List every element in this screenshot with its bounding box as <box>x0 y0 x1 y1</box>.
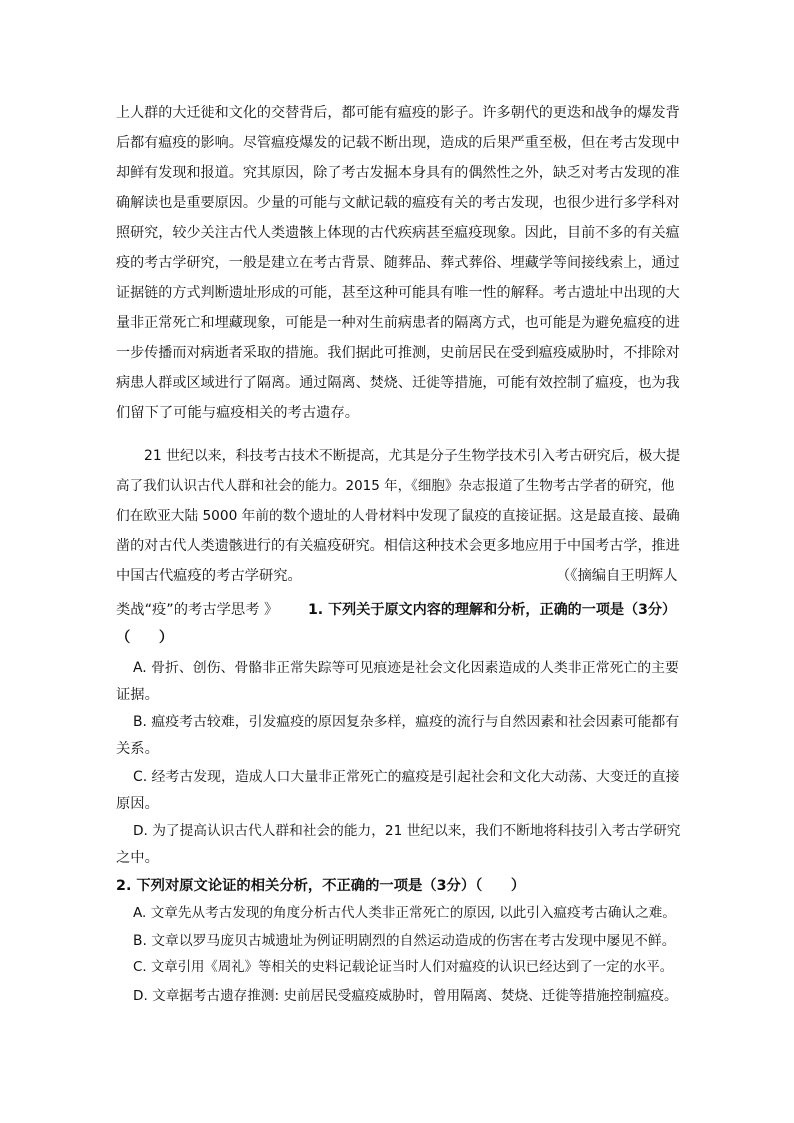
paragraph-1-line: 一步传播而对病逝者采取的措施。我们据此可推测，史前居民在受到瘟疫威胁时，不排除对 <box>116 345 680 361</box>
paragraph-1-line: 量非正常死亡和埋藏现象，可能是一种对生前病患者的隔离方式，也可能是为避免瘟疫的进 <box>116 315 680 331</box>
paragraph-2-line: 21 世纪以来，科技考古技术不断提高，尤其是分子生物学技术引入考古研究后，极大提 <box>144 448 681 464</box>
question-1-option-d: D. 为了提高认识古代人群和社会的能力，21 世纪以来，我们不断地将科技引入考古学研究 <box>133 823 681 839</box>
question-1-option-c: C. 经考古发现，造成人口大量非正常死亡的瘟疫是引起社会和文化大动荡、大变迁的直接 <box>133 769 680 785</box>
paragraph-2-line: 高了我们认识古代人群和社会的能力。2015 年，《细胞》杂志报道了生物考古学者的研究，他 <box>116 478 675 494</box>
paragraph-1-line: 们留下了可能与瘟疫相关的考古遗存。 <box>116 405 360 421</box>
paragraph-2-line: 中国古代瘟疫的考古学研究。 <box>116 568 302 584</box>
question-1-option-b-continued: 关系。 <box>116 741 159 757</box>
question-2-option-b: B. 文章以罗马庞贝古城遗址为例证明剧烈的自然运动造成的伤害在考古发现中屡见不鲜。 <box>133 933 676 949</box>
question-1-stem: 1. 下列关于原文内容的理解和分析，正确的一项是（3分） <box>308 602 677 618</box>
question-1-option-c-continued: 原因。 <box>116 796 159 812</box>
paragraph-1-line: 照研究，较少关注古代人类遗骸上体现的古代疾病甚至瘟疫现象。因此，目前不多的有关瘟 <box>116 225 680 241</box>
question-1-option-a-continued: 证据。 <box>116 687 159 703</box>
citation-source: （《摘编自王明辉人 <box>556 568 678 584</box>
paragraph-2-line: 们在欧亚大陆 5000 年前的数个遗址的人骨材料中发现了鼠疫的直接证据。这是最直接、最确 <box>116 508 680 524</box>
paragraph-1-line: 疫的考古学研究，一般是建立在考古背景、随葬品、葬式葬俗、埋藏学等间接线索上，通过 <box>116 255 680 271</box>
paragraph-1-line: 病患人群或区域进行了隔离。通过隔离、焚烧、迁徙等措施，可能有效控制了瘟疫，也为我 <box>116 375 680 391</box>
paragraph-2-line: 凿的对古代人类遗骸进行的有关瘟疫研究。相信这种技术会更多地应用于中国考古学，推进 <box>116 538 680 554</box>
paragraph-1-line: 确解读也是重要原因。少量的可能与文献记载的瘟疫有关的考古发现，也很少进行多学科对 <box>116 195 680 211</box>
paragraph-1-line: 证据链的方式判断遗址形成的可能，甚至这种可能具有唯一性的解释。考古遗址中出现的大 <box>116 285 680 301</box>
question-1-option-d-continued: 之中。 <box>116 850 159 866</box>
paragraph-1-line: 后都有瘟疫的影响。尽管瘟疫爆发的记载不断出现，造成的后果严重至极，但在考古发现中 <box>116 135 680 151</box>
question-1-answer-blank: （ ） <box>116 630 174 646</box>
question-1-option-a: A. 骨折、创伤、骨骼非正常失踪等可见痕迹是社会文化因素造成的人类非正常死亡的主要 <box>133 660 679 676</box>
paragraph-1-line: 却鲜有发现和报道。究其原因，除了考古发掘本身具有的偶然性之外，缺乏对考古发现的准 <box>116 165 680 181</box>
question-2-stem: 2. 下列对原文论证的相关分析，不正确的一项是（3分）（ ） <box>116 878 526 894</box>
citation-source-continued: 类战“疫”的考古学思考 》 <box>116 602 279 618</box>
paragraph-1-line: 上人群的大迁徙和文化的交替背后，都可能有瘟疫的影子。许多朝代的更迭和战争的爆发背 <box>116 105 680 121</box>
question-2-option-a: A. 文章先从考古发现的角度分析古代人类非正常死亡的原因, 以此引入瘟疫考古确认之难。 <box>133 905 676 921</box>
question-2-option-c: C. 文章引用《周礼》等相关的史料记载论证当时人们对瘟疫的认识已经达到了一定的水平。 <box>133 960 674 975</box>
question-2-option-d: D. 文章据考古遗存推测: 史前居民受瘟疫威胁时，曾用隔离、焚烧、迁徙等措施控制瘟疫。 <box>133 988 678 1004</box>
question-1-option-b: B. 瘟疫考古较难，引发瘟疫的原因复杂多样，瘟疫的流行与自然因素和社会因素可能都有 <box>133 714 680 730</box>
